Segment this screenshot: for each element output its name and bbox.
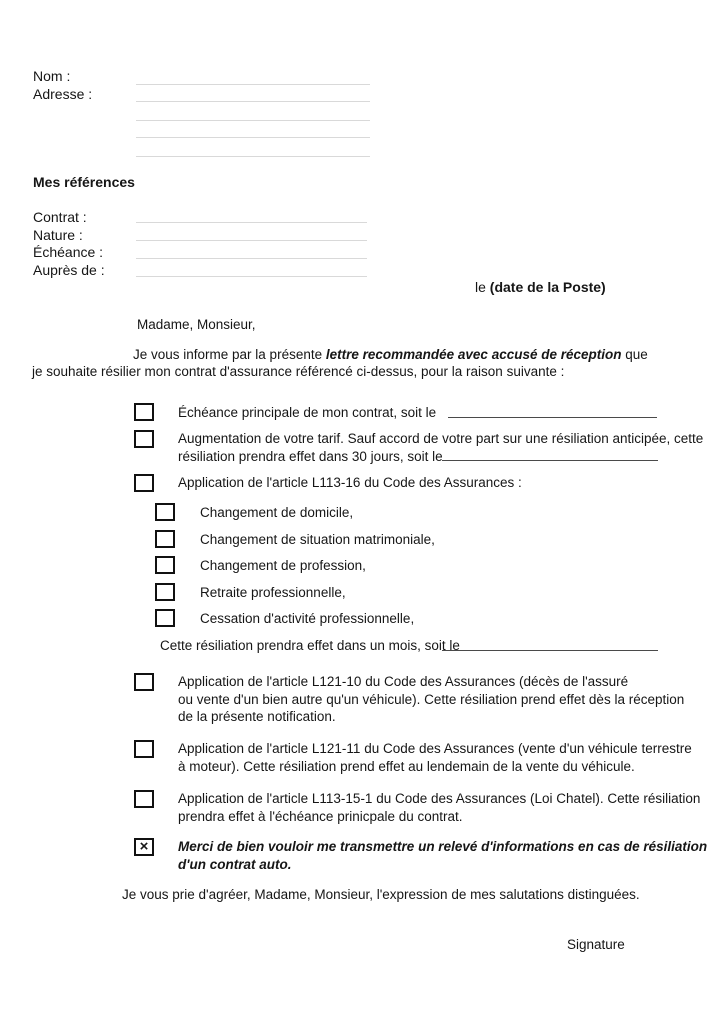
effect-note: Cette résiliation prendra effet dans un mois, soit le (160, 638, 460, 653)
checkbox-article-l121-11[interactable] (134, 740, 154, 758)
reason2-date-blank[interactable] (442, 460, 658, 461)
intro-line-2: je souhaite résilier mon contrat d'assurance référencé ci-dessus, pour la raison suivante : (32, 364, 565, 379)
due-date-label: Échéance : (33, 244, 104, 260)
address-input-line-3[interactable] (136, 137, 370, 138)
address-label: Adresse : (33, 86, 93, 102)
reason2-label: Augmentation de votre tarif. Sauf accord de votre part sur une résiliation anticipée, cette résiliation prendra effet dans 30 jours, soit le (178, 431, 704, 464)
effect-date-blank[interactable] (442, 650, 658, 651)
insurer-input-line[interactable] (136, 276, 367, 277)
sub-reason1-label: Changement de domicile, (200, 505, 354, 520)
address-input-line-2[interactable] (136, 120, 370, 121)
checkbox-article-l121-10[interactable] (134, 673, 154, 691)
reason7-label: Merci de bien vouloir me transmettre un relevé d'informations en cas de résiliation d'un contrat auto. (178, 839, 708, 872)
insurer-label: Auprès de : (33, 262, 105, 278)
checkbox-releve-informations[interactable] (134, 838, 154, 856)
checkbox-echeance-principale[interactable] (134, 403, 154, 421)
reason1-label: Échéance principale de mon contrat, soit le (178, 405, 437, 420)
sub-reason2-label: Changement de situation matrimoniale, (200, 532, 435, 547)
reason6-label: Application de l'article L113-15-1 du Code des Assurances (Loi Chatel). Cette résiliation prendra effet à l'échéance prinicpale du contrat. (178, 791, 701, 824)
references-heading: Mes références (33, 174, 135, 190)
checkbox-cessation-activite[interactable] (155, 609, 175, 627)
sub-reason5-label: Cessation d'activité professionnelle, (200, 611, 415, 626)
closing-line: Je vous prie d'agréer, Madame, Monsieur, l'expression de mes salutations distinguées. (122, 887, 640, 902)
intro-line-1 (133, 347, 648, 362)
sub-reason3-label: Changement de profession, (200, 558, 366, 573)
checkbox-x-mark: × (139, 837, 149, 855)
intro-line1-suffix: que (621, 347, 648, 362)
date-line (475, 279, 606, 295)
checkbox-augmentation-tarif[interactable] (134, 430, 154, 448)
salutation: Madame, Monsieur, (137, 317, 256, 332)
checkbox-changement-profession[interactable] (155, 556, 175, 574)
due-date-input-line[interactable] (136, 258, 367, 259)
nature-label: Nature : (33, 227, 83, 243)
contract-input-line[interactable] (136, 222, 367, 223)
address-input-line-1[interactable] (136, 101, 370, 102)
checkbox-retraite-professionnelle[interactable] (155, 583, 175, 601)
reason1-date-blank[interactable] (448, 417, 657, 418)
checkbox-changement-domicile[interactable] (155, 503, 175, 521)
address-input-line-4[interactable] (136, 156, 370, 157)
date-placeholder: (date de la Poste) (489, 279, 606, 295)
intro-line1-prefix: Je vous informe par la présente (133, 347, 326, 362)
name-input-line[interactable] (136, 84, 370, 85)
signature-label: Signature (567, 937, 625, 952)
reason5-label: Application de l'article L121-11 du Code des Assurances (vente d'un véhicule terrestre à moteur). Cette résiliation prend effet au lendemain de la vente du véhicule. (178, 741, 692, 774)
checkbox-article-l113-15-1[interactable] (134, 790, 154, 808)
reason3-label: Application de l'article L113-16 du Code des Assurances : (178, 475, 522, 490)
checkbox-article-l113-16[interactable] (134, 474, 154, 492)
reason4-label: Application de l'article L121-10 du Code des Assurances (décès de l'assuré ou vente d'un bien autre qu'un véhicule). Cette résiliation prend effet dès la réception de la présente notification. (178, 674, 685, 724)
name-label: Nom : (33, 68, 71, 84)
nature-input-line[interactable] (136, 240, 367, 241)
checkbox-situation-matrimoniale[interactable] (155, 530, 175, 548)
contract-label: Contrat : (33, 209, 87, 225)
sub-reason4-label: Retraite professionnelle, (200, 585, 346, 600)
date-prefix: le (475, 279, 490, 295)
intro-line1-emphasis: lettre recommandée avec accusé de réception (325, 347, 622, 362)
